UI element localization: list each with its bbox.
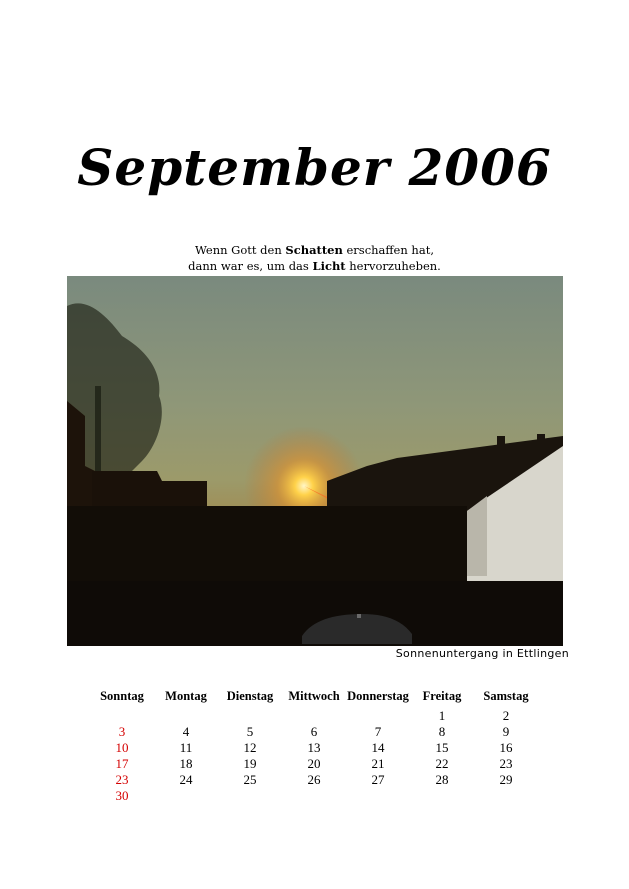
calendar-table bbox=[90, 684, 538, 804]
calendar-body bbox=[90, 708, 538, 804]
calendar-day-cell bbox=[154, 788, 218, 804]
calendar-day-cell bbox=[282, 788, 346, 804]
calendar-day-cell: 10 bbox=[115, 740, 129, 755]
day-header: Mittwoch bbox=[288, 688, 340, 703]
calendar-day-cell: 29 bbox=[499, 772, 513, 787]
calendar-day-cell bbox=[410, 788, 474, 804]
calendar-week-row bbox=[90, 788, 538, 804]
calendar-week-row bbox=[90, 756, 538, 772]
quote-text: dann war es, um das bbox=[188, 259, 313, 273]
calendar-day-cell: 28 bbox=[435, 772, 449, 787]
calendar-day-cell: 3 bbox=[118, 724, 126, 739]
day-header: Sonntag bbox=[100, 688, 144, 703]
calendar-day-cell: 11 bbox=[179, 740, 193, 755]
quote-text: erschaffen hat, bbox=[342, 243, 434, 257]
calendar-week-row bbox=[90, 740, 538, 756]
calendar-week-row bbox=[90, 708, 538, 724]
day-header: Freitag bbox=[422, 688, 462, 703]
photo-caption: Sonnenuntergang in Ettlingen bbox=[395, 647, 569, 660]
calendar-day-cell: 6 bbox=[310, 724, 318, 739]
calendar-day-cell: 8 bbox=[438, 724, 446, 739]
calendar-day-cell bbox=[474, 788, 538, 804]
calendar-day-cell: 17 bbox=[115, 756, 129, 771]
calendar-day-cell: 5 bbox=[246, 724, 254, 739]
calendar-day-cell bbox=[346, 788, 410, 804]
quote-emphasis: Schatten bbox=[285, 243, 343, 257]
calendar-day-cell: 2 bbox=[502, 708, 510, 723]
calendar-day-cell bbox=[154, 708, 218, 724]
calendar-day-cell: 30 bbox=[115, 788, 129, 803]
calendar-day-cell: 7 bbox=[374, 724, 382, 739]
calendar-day-cell: 25 bbox=[243, 772, 257, 787]
quote-line-2 bbox=[0, 258, 629, 274]
calendar-header-row bbox=[90, 684, 538, 708]
day-header: Donnerstag bbox=[347, 688, 409, 703]
quote-text: Wenn Gott den bbox=[195, 243, 286, 257]
calendar-day-cell: 19 bbox=[243, 756, 257, 771]
calendar-day-cell: 14 bbox=[371, 740, 385, 755]
calendar-week-row bbox=[90, 724, 538, 740]
calendar-day-cell: 9 bbox=[502, 724, 510, 739]
quote-emphasis: Licht bbox=[312, 259, 346, 273]
calendar-day-cell: 22 bbox=[435, 756, 449, 771]
page-title: September 2006 bbox=[77, 138, 552, 197]
day-header: Dienstag bbox=[226, 688, 274, 703]
calendar-day-cell bbox=[90, 708, 154, 724]
sunset-photo bbox=[67, 276, 563, 646]
calendar-day-cell bbox=[346, 708, 410, 724]
day-header: Samstag bbox=[483, 688, 529, 703]
calendar-day-cell: 1 bbox=[438, 708, 446, 723]
calendar-day-cell: 23 bbox=[499, 756, 513, 771]
calendar-day-cell: 16 bbox=[499, 740, 513, 755]
calendar-day-cell: 18 bbox=[179, 756, 193, 771]
calendar-day-cell: 15 bbox=[435, 740, 449, 755]
calendar-day-cell: 20 bbox=[307, 756, 321, 771]
calendar-day-cell: 26 bbox=[307, 772, 321, 787]
quote-text: hervorzuheben. bbox=[345, 259, 441, 273]
calendar-day-cell: 27 bbox=[371, 772, 385, 787]
calendar-week-row bbox=[90, 772, 538, 788]
calendar-day-cell: 12 bbox=[243, 740, 257, 755]
calendar-day-cell: 23 bbox=[115, 772, 129, 787]
calendar-day-cell: 13 bbox=[307, 740, 321, 755]
calendar-day-cell: 4 bbox=[182, 724, 190, 739]
quote bbox=[0, 242, 629, 274]
calendar-day-cell: 24 bbox=[179, 772, 193, 787]
day-header: Montag bbox=[165, 688, 207, 703]
calendar-day-cell bbox=[282, 708, 346, 724]
calendar-day-cell bbox=[218, 788, 282, 804]
calendar-day-cell bbox=[218, 708, 282, 724]
calendar-day-cell: 21 bbox=[371, 756, 385, 771]
quote-line-1 bbox=[0, 242, 629, 258]
